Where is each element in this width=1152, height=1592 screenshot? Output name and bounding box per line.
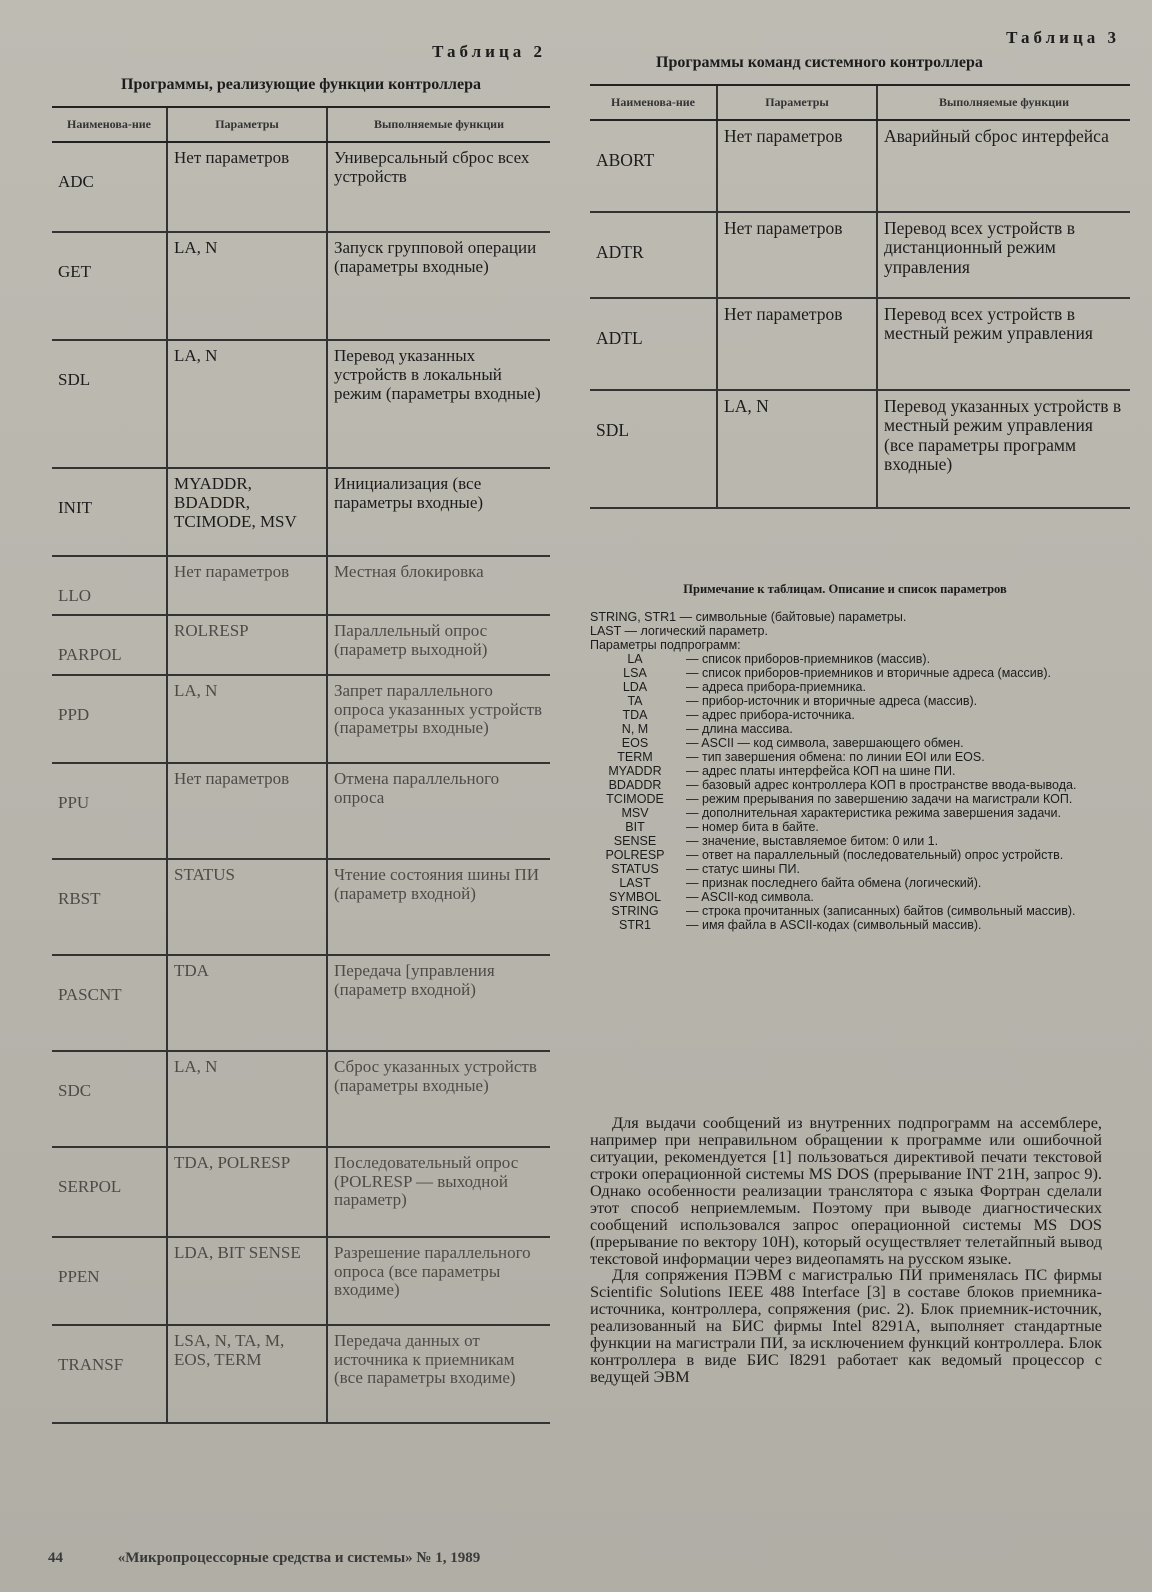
column-header-params: Параметры (717, 85, 877, 120)
table-3-title: Программы команд системного контроллера (656, 54, 983, 71)
cell-function: Параллельный опрос (параметр выходной) (327, 615, 550, 675)
cell-name: SDL (590, 390, 717, 508)
parameter-name: TDA (622, 708, 648, 722)
cell-name: INIT (52, 468, 167, 556)
paragraph: Для сопряжения ПЭВМ с магистралью ПИ применялась ПС фирмы Scientific Solutions IEEE 488 Interface [3] в составе блоков приемника-источника, контроллера, сопряжения (рис. 2). Блок приемник-источник, реализованный на БИС фирмы Intel 8291A, выполняет стандартные функции на магистрали ПИ, за исключением функций контроллера. Блок контроллера в виде БИС I8291 работает как ведомый процессор с ведущей ЭВМ (590, 1265, 1102, 1387)
parameter-name: LA (627, 652, 643, 666)
cell-params: Нет параметров (717, 298, 877, 390)
table-row (52, 955, 550, 1051)
table-row (52, 763, 550, 859)
cell-function: Передача [управления (параметр входной) (327, 955, 550, 1051)
parameter-name: SYMBOL (608, 890, 662, 904)
table-3 (590, 84, 1130, 509)
parameter-name: TERM (617, 750, 653, 764)
cell-params: TDA, POLRESP (167, 1147, 327, 1237)
table-row (52, 556, 550, 615)
cell-params: LA, N (167, 340, 327, 468)
cell-name: ADTR (590, 212, 717, 298)
cell-function: Перевод всех устройств в дистанционный режим управления (877, 212, 1130, 298)
cell-function: Перевод всех устройств в местный режим управления (877, 298, 1130, 390)
parameter-description: — адрес платы интерфейса КОП на шине ПИ. (686, 764, 956, 778)
parameter-name: TCIMODE (606, 792, 664, 806)
cell-function: Запуск групповой операции (параметры входные) (327, 232, 550, 340)
table-row (52, 675, 550, 763)
table-row (52, 232, 550, 340)
parameter-description: — адреса прибора-приемника. (686, 680, 866, 694)
table-row (52, 1325, 550, 1423)
table-note (590, 582, 1100, 932)
cell-function: Отмена параллельного опроса (327, 763, 550, 859)
parameter-description: — номер бита в байте. (686, 820, 819, 834)
cell-function: Универсальный сброс всех устройств (327, 142, 550, 232)
cell-params: MYADDR, BDADDR, TCIMODE, MSV (167, 468, 327, 556)
parameter-description: — адрес прибора-источника. (686, 708, 855, 722)
journal-citation: «Микропроцессорные средства и системы» № 1, 1989 (117, 1550, 481, 1566)
paragraph: Для выдачи сообщений из внутренних подпрограмм на ассемблере, например при неправильном обращении к программе или ошибочной ситуации, рекомендуется [1] пользоваться директивой печати текстовой строки операционной системы MS DOS (прерывание INT 21H, запрос 9). Однако особенности реализации транслятора с языка Фортран сделали этот способ неприемлемым. Поэтому при выводе диагностических сообщений использовался запрос операционной системы MS DOS (прерывание по вектору 10H), который осуществляет телетайпный вывод текстовой информации через видеопамять на русском языке. (590, 1113, 1102, 1268)
table-row (590, 120, 1130, 212)
parameter-description: — статус шины ПИ. (686, 862, 800, 876)
note-title: Примечание к таблицам. Описание и список параметров (683, 582, 1007, 596)
parameter-description: — список приборов-приемников (массив). (686, 652, 931, 666)
table-header-row (590, 85, 1130, 120)
cell-name: ABORT (590, 120, 717, 212)
parameter-description: — тип завершения обмена: по линии EOI или EOS. (686, 750, 985, 764)
page-number: 44 (48, 1550, 63, 1566)
column-header-functions: Выполняемые функции (877, 85, 1130, 120)
page-footer (48, 1550, 480, 1567)
cell-function: Инициализация (все параметры входные) (327, 468, 550, 556)
cell-name: SDC (52, 1051, 167, 1147)
cell-function: Разрешение параллельного опроса (все параметры входиме) (327, 1237, 550, 1325)
table-row (590, 390, 1130, 508)
cell-function: Местная блокировка (327, 556, 550, 615)
cell-params: LA, N (717, 390, 877, 508)
cell-params: Нет параметров (167, 556, 327, 615)
cell-function: Чтение состояния шины ПИ (параметр входной) (327, 859, 550, 955)
parameter-name: STATUS (611, 862, 659, 876)
cell-params: LA, N (167, 1051, 327, 1147)
cell-function: Аварийный сброс интерфейса (877, 120, 1130, 212)
parameter-description: — режим прерывания по завершению задачи на магистрали КОП. (686, 792, 1073, 806)
cell-params: LSA, N, TA, M, EOS, TERM (167, 1325, 327, 1423)
cell-name: ADC (52, 142, 167, 232)
table-2-section (52, 42, 550, 1424)
cell-name: PPU (52, 763, 167, 859)
parameter-name: LSA (623, 666, 647, 680)
parameter-name: MYADDR (608, 764, 662, 778)
parameter-name: EOS (621, 736, 649, 750)
cell-function: Перевод указанных устройств в местный режим управления (все параметры программ входные) (877, 390, 1130, 508)
table-row (590, 212, 1130, 298)
parameter-description: — признак последнего байта обмена (логический). (686, 876, 982, 890)
parameter-description: — прибор-источник и вторичные адреса (массив). (686, 694, 978, 708)
cell-name: GET (52, 232, 167, 340)
parameter-description: — дополнительная характеристика режима завершения задачи. (686, 806, 1061, 820)
parameter-description: — ответ на параллельный (последовательный) опрос устройств. (686, 848, 1064, 862)
parameter-description: — строка прочитанных (записанных) байтов (символьный массив). (686, 904, 1076, 918)
cell-name: SERPOL (52, 1147, 167, 1237)
parameter-description: — значение, выставляемое битом: 0 или 1. (686, 834, 939, 848)
cell-name: PARPOL (52, 615, 167, 675)
table-row (52, 859, 550, 955)
parameter-name: BDADDR (608, 778, 662, 792)
table-row (52, 1051, 550, 1147)
cell-params: LA, N (167, 232, 327, 340)
parameter-name: LAST (619, 876, 651, 890)
parameter-description: — длина массива. (686, 722, 793, 736)
note-line: Параметры подпрограмм: (590, 638, 741, 652)
parameter-name: TA (627, 694, 643, 708)
column-header-functions: Выполняемые функции (327, 107, 550, 142)
cell-name: LLO (52, 556, 167, 615)
cell-function: Передача данных от источника к приемникам (все параметры входиме) (327, 1325, 550, 1423)
column-header-params: Параметры (167, 107, 327, 142)
cell-function: Сброс указанных устройств (параметры входные) (327, 1051, 550, 1147)
parameter-description: — список приборов-приемников и вторичные адреса (массив). (686, 666, 1051, 680)
parameter-list (590, 652, 1100, 932)
column-header-name: Наименова-ние (52, 107, 167, 142)
column-header-name: Наименова-ние (590, 85, 717, 120)
cell-name: TRANSF (52, 1325, 167, 1423)
table-header-row (52, 107, 550, 142)
cell-name: ADTL (590, 298, 717, 390)
cell-params: Нет параметров (717, 212, 877, 298)
parameter-description: — ASCII-код символа. (686, 890, 814, 904)
table-2 (52, 106, 550, 1424)
cell-name: SDL (52, 340, 167, 468)
parameter-description: — базовый адрес контроллера КОП в пространстве ввода-вывода. (686, 778, 1077, 792)
parameter-name: LDA (622, 680, 648, 694)
body-text (590, 1115, 1102, 1386)
parameter-name: N, M (621, 722, 649, 736)
table-2-title: Программы, реализующие функции контроллера (121, 76, 481, 93)
table-row (52, 468, 550, 556)
table-row (52, 340, 550, 468)
cell-name: PPD (52, 675, 167, 763)
cell-params: LDA, BIT SENSE (167, 1237, 327, 1325)
cell-function: Последовательный опрос (POLRESP — выходной параметр) (327, 1147, 550, 1237)
note-line: STRING, STR1 — символьные (байтовые) параметры. (590, 610, 907, 624)
table-3-number: Таблица 3 (1006, 28, 1120, 47)
cell-params: STATUS (167, 859, 327, 955)
cell-function: Перевод указанных устройств в локальный режим (параметры входные) (327, 340, 550, 468)
table-row (52, 1237, 550, 1325)
cell-params: ROLRESP (167, 615, 327, 675)
cell-params: Нет параметров (167, 763, 327, 859)
cell-name: PPEN (52, 1237, 167, 1325)
table-3-section (590, 28, 1130, 509)
parameter-description: — ASCII — код символа, завершающего обмен. (686, 736, 964, 750)
parameter-name: STR1 (619, 918, 651, 932)
cell-params: TDA (167, 955, 327, 1051)
cell-params: Нет параметров (167, 142, 327, 232)
parameter-name: MSV (621, 806, 649, 820)
cell-params: Нет параметров (717, 120, 877, 212)
table-row (590, 298, 1130, 390)
table-row (52, 142, 550, 232)
table-row (52, 615, 550, 675)
parameter-name: POLRESP (605, 848, 665, 862)
table-row (52, 1147, 550, 1237)
cell-params: LA, N (167, 675, 327, 763)
table-2-number: Таблица 2 (432, 42, 546, 61)
note-line: LAST — логический параметр. (590, 624, 768, 638)
cell-name: PASCNT (52, 955, 167, 1051)
cell-function: Запрет параллельного опроса указанных устройств (параметры входные) (327, 675, 550, 763)
parameter-name: BIT (625, 820, 645, 834)
parameter-description: — имя файла в ASCII-кодах (символьный массив). (686, 918, 982, 932)
parameter-name: SENSE (613, 834, 657, 848)
parameter-name: STRING (611, 904, 659, 918)
cell-name: RBST (52, 859, 167, 955)
